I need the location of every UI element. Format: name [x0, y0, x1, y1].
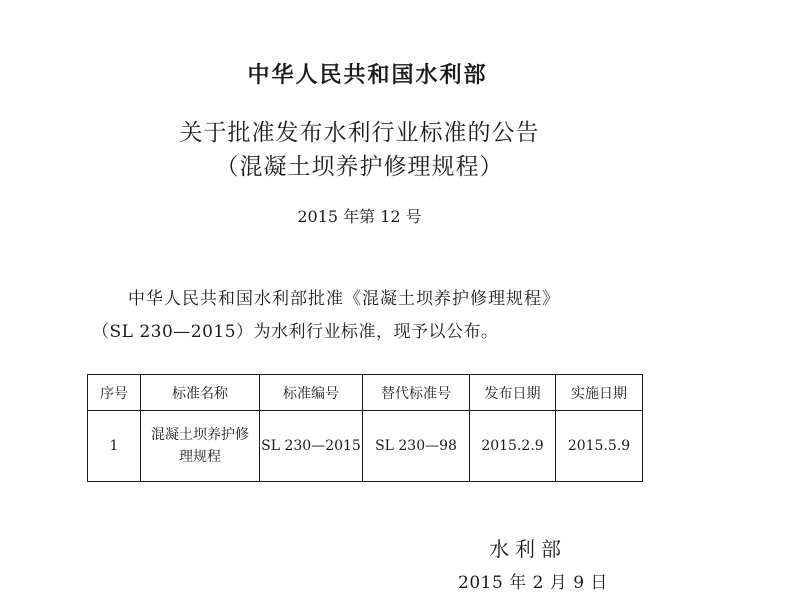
signature-date: 2015 年 2 月 9 日 [458, 573, 608, 593]
cell-replaced-standard: SL 230—98 [363, 411, 470, 482]
header-publish-date: 发布日期 [470, 375, 556, 411]
cell-effective-date: 2015.5.9 [556, 411, 643, 482]
announcement-number [0, 204, 807, 227]
body-paragraph-line-1: 中华人民共和国水利部批准《混凝土坝养护修理规程》 [128, 289, 560, 309]
cell-standard-code: SL 230—2015 [260, 411, 363, 482]
body-paragraph-line-2: （SL 230—2015）为水利行业标准，现予以公布。 [92, 322, 499, 342]
announcement-number-text: 2015 年第 12 号 [297, 207, 422, 226]
header-effective-date: 实施日期 [556, 375, 643, 411]
announcement-title-text: 关于批准发布水利行业标准的公告 [179, 120, 540, 146]
ministry-heading [0, 58, 807, 89]
signature-organization: 水利部 [489, 537, 567, 561]
table-row [88, 411, 643, 482]
announcement-title [0, 114, 807, 147]
cell-index: 1 [88, 411, 141, 482]
header-standard-code: 标准编号 [260, 375, 363, 411]
announcement-subtitle [0, 148, 807, 181]
cell-publish-date: 2015.2.9 [470, 411, 556, 482]
cell-standard-name: 混凝土坝养护修理规程 [141, 411, 260, 482]
header-standard-name: 标准名称 [141, 375, 260, 411]
ministry-name: 中华人民共和国水利部 [247, 62, 488, 88]
header-replaced-standard: 替代标准号 [363, 375, 470, 411]
announcement-subtitle-text: （混凝土坝养护修理规程） [215, 154, 504, 180]
table-header-row [88, 375, 643, 411]
standards-table [87, 374, 643, 482]
header-index: 序号 [88, 375, 141, 411]
